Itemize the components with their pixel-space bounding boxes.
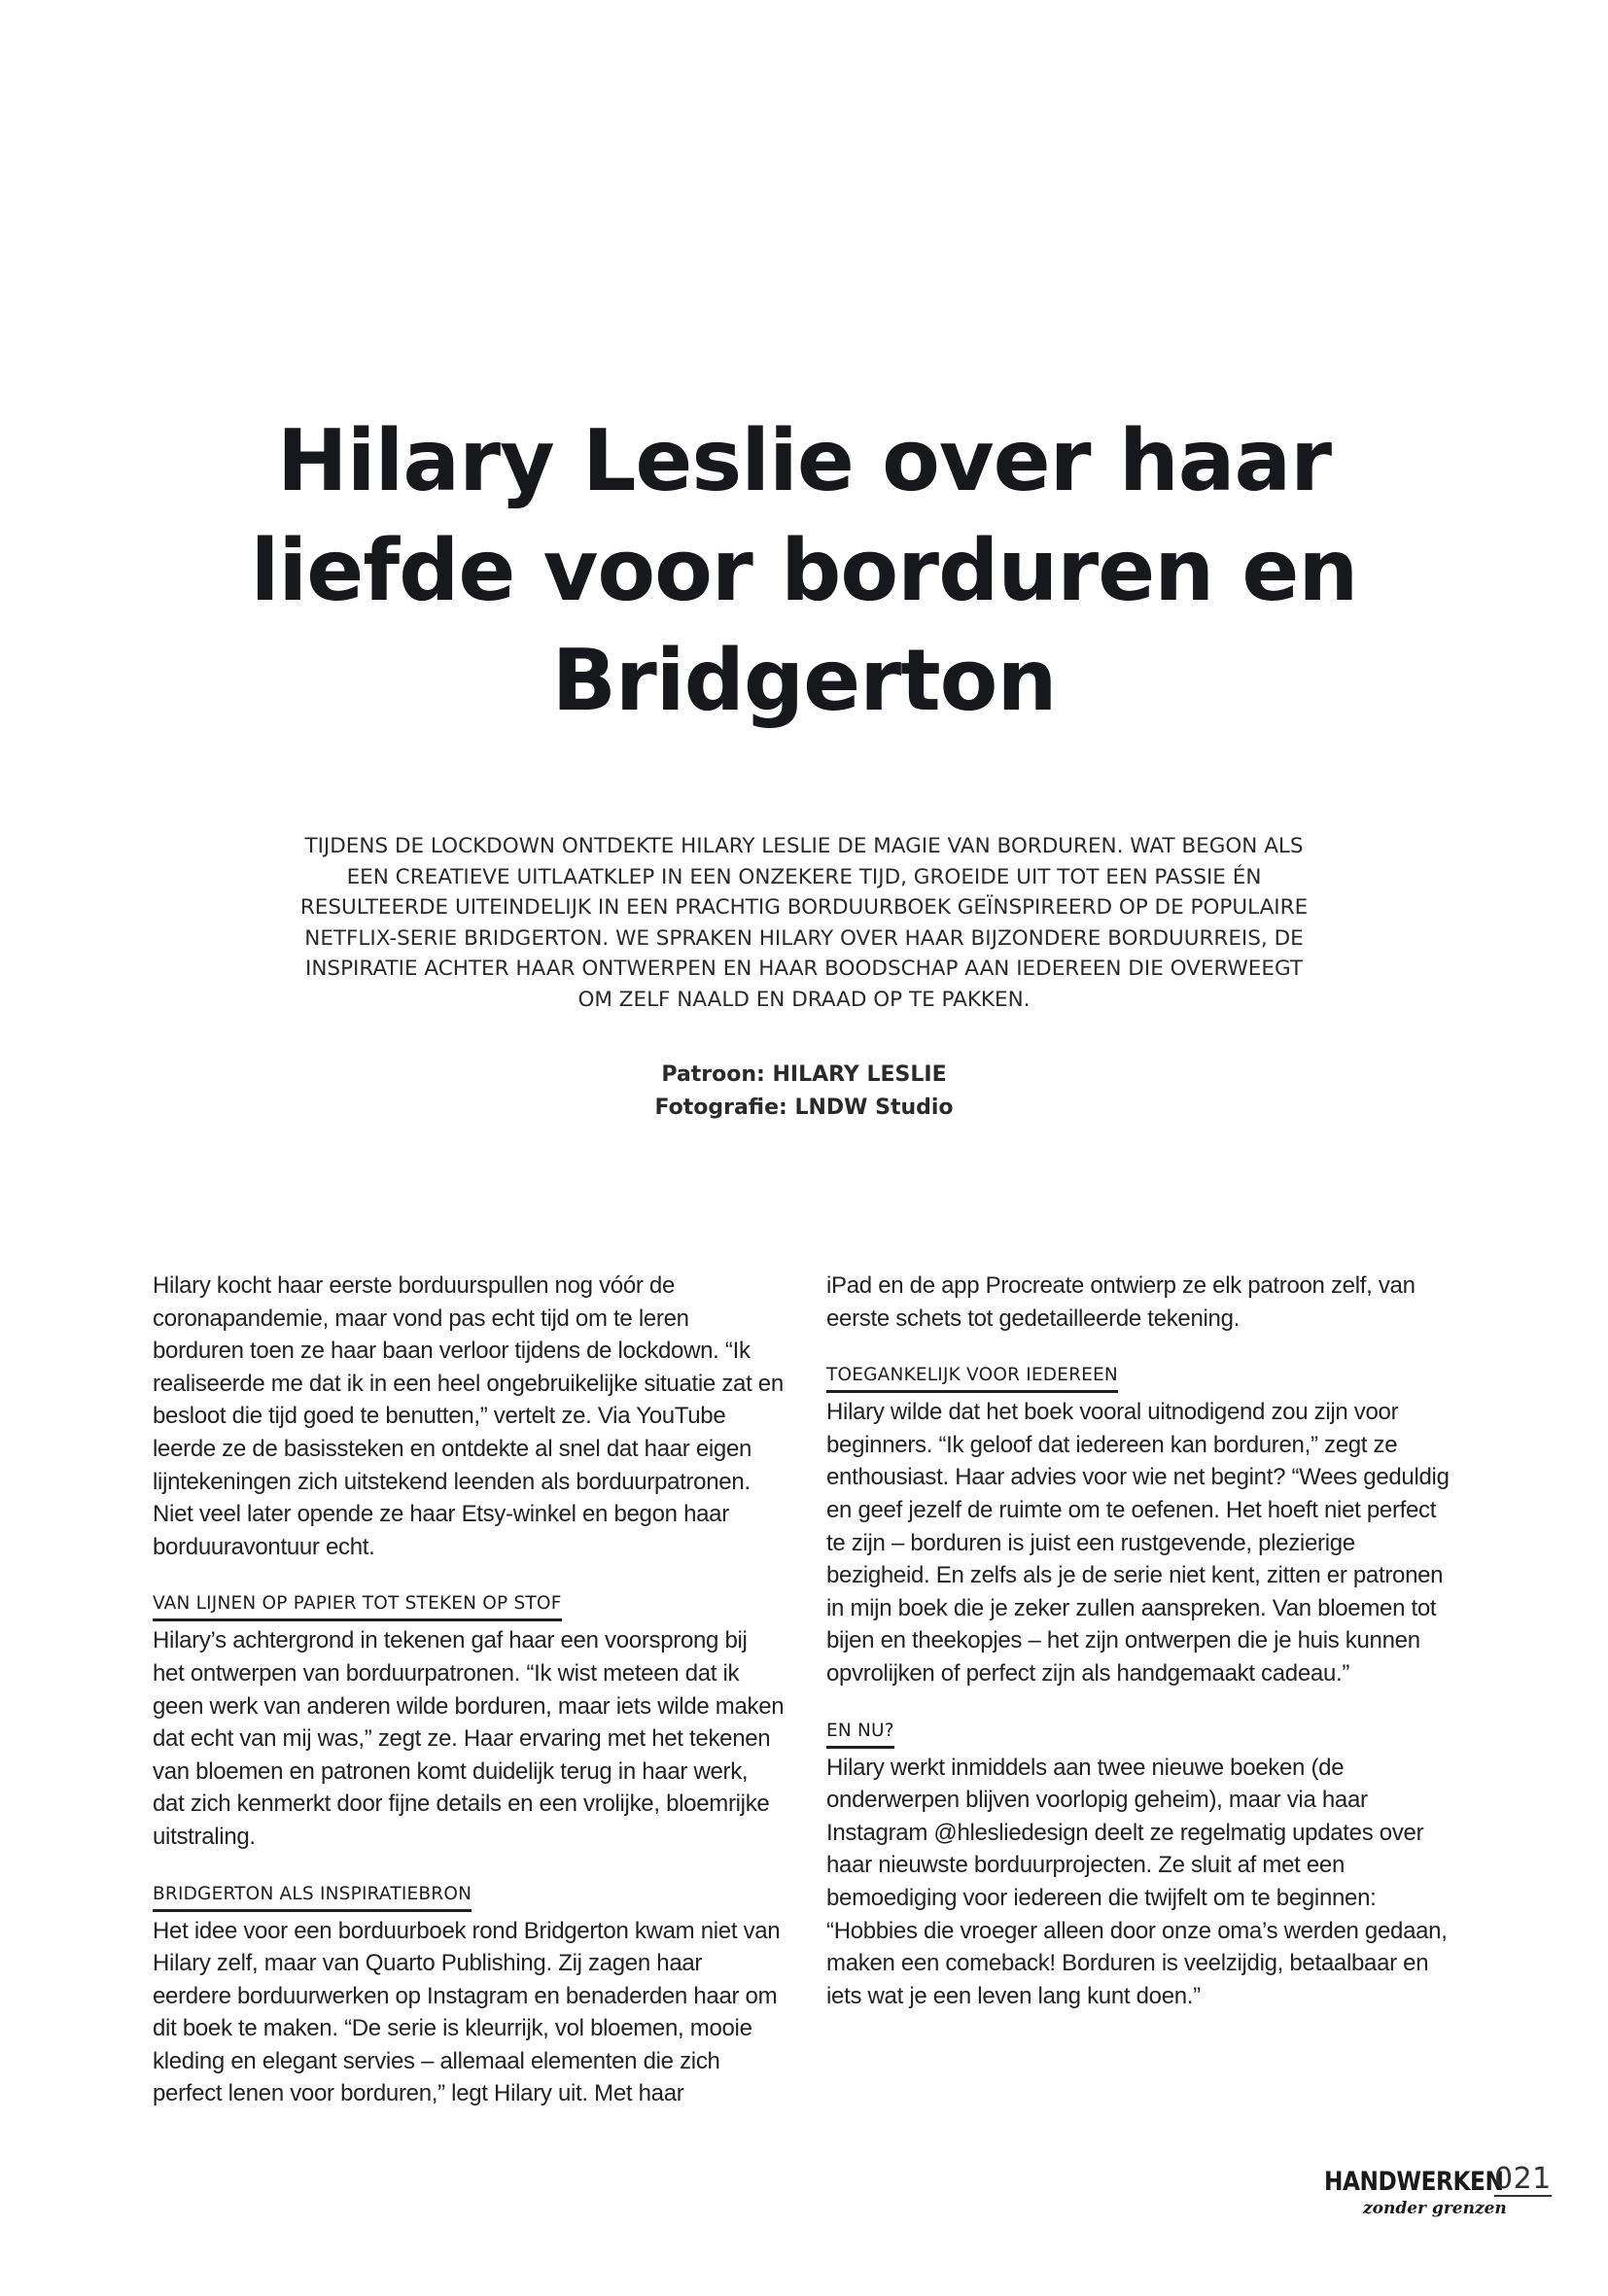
right-column bbox=[826, 1270, 1458, 2012]
section-heading: EN NU? bbox=[826, 1720, 894, 1749]
body-paragraph: iPad en de app Procreate ontwierp ze elk patroon zelf, van eerste schets tot gedetailleerde tekening. bbox=[826, 1272, 1416, 1332]
credit-pattern: Patroon: HILARY LESLIE bbox=[661, 1062, 947, 1087]
body-paragraph: Hilary werkt inmiddels aan twee nieuwe boeken (de onderwerpen blijven voorlopig geheim), maar via haar Instagram @hlesliedesign deelt ze regelmatig updates over haar nieuwste borduurprojecten. Ze sluit af met een bemoediging voor iedereen die twijfelt om te beginnen: “Hobbies die vroeger alleen door onze oma’s werden gedaan, maken een comeback! Borduren is veelzijdig, betaalbaar en iets wat je een leven lang kunt doen.” bbox=[826, 1754, 1448, 2009]
section-heading: TOEGANKELIJK VOOR IEDEREEN bbox=[826, 1364, 1118, 1393]
left-column bbox=[153, 1270, 785, 2110]
body-paragraph: Hilary’s achtergrond in tekenen gaf haar een voorsprong bij het ontwerpen van borduurpatronen. “Ik wist meteen dat ik geen werk van anderen wilde borduren, maar iets wilde maken dat echt van mij was,” zegt ze. Haar ervaring met het tekenen van bloemen en patronen komt duidelijk terug in haar werk, dat zich kenmerkt door fijne details en een vrolijke, bloemrijke uitstraling. bbox=[153, 1627, 785, 1850]
credit-photography: Fotografie: LNDW Studio bbox=[654, 1096, 954, 1120]
section-heading: BRIDGERTON ALS INSPIRATIEBRON bbox=[153, 1883, 472, 1912]
magazine-tagline: zonder grenzen bbox=[1363, 2199, 1507, 2218]
article-intro: TIJDENS DE LOCKDOWN ONTDEKTE HILARY LESLIE DE MAGIE VAN BORDUREN. WAT BEGON ALS EEN CREATIEVE UITLAATKLEP IN EEN ONZEKERE TIJD, GROEIDE UIT TOT EEN PASSIE ÉN RESULTEERDE UITEINDELIJK IN EEN PRACHTIG BORDUURBOEK GEÏNSPIREERD OP DE POPULAIRE NETFLIX-SERIE BRIDGERTON. WE SPRAKEN HILARY OVER HAAR BIJZONDERE BORDUURREIS, DE INSPIRATIE ACHTER HAAR ONTWERPEN EN HAAR BOODSCHAP AAN IEDEREEN DIE OVERWEEGT OM ZELF NAALD EN DRAAD OP TE PAKKEN. bbox=[299, 834, 1309, 1012]
body-paragraph: Het idee voor een borduurboek rond Bridgerton kwam niet van Hilary zelf, maar van Quarto Publishing. Zij zagen haar eerdere borduurwerken op Instagram en benaderden haar om dit boek te maken. “De serie is kleurrijk, vol bloemen, mooie kleding en elegant servies – allemaal elementen die zich perfect lenen voor borduren,” legt Hilary uit. Met haar bbox=[153, 1917, 781, 2107]
page-number: 021 bbox=[1494, 2162, 1552, 2196]
article-title: Hilary Leslie over haar liefde voor borduren en Bridgerton bbox=[250, 411, 1358, 730]
section-heading: VAN LIJNEN OP PAPIER TOT STEKEN OP STOF bbox=[153, 1592, 562, 1621]
magazine-brand: HANDWERKEN bbox=[1324, 2167, 1504, 2197]
body-paragraph: Hilary wilde dat het boek vooral uitnodigend zou zijn voor beginners. “Ik geloof dat iedereen kan borduren,” zegt ze enthousiast. Haar advies voor wie net begint? “Wees geduldig en geef jezelf de ruimte om te oefenen. Het hoeft niet perfect te zijn – borduren is juist een rustgevende, plezierige bezigheid. En zelfs als je de serie niet kent, zitten er patronen in mijn boek die je zeker zullen aanspreken. Van bloemen tot bijen en theekopjes – het zijn ontwerpen die je huis kunnen opvrolijken of perfect zijn als handgemaakt cadeau.” bbox=[826, 1399, 1450, 1687]
credits bbox=[486, 1059, 1122, 1125]
body-paragraph: Hilary kocht haar eerste borduurspullen nog vóór de coronapandemie, maar vond pas echt tijd om te leren borduren toen ze haar baan verloor tijdens de lockdown. “Ik realiseerde me dat ik in een heel ongebruikelijke situatie zat en besloot die tijd goed te benutten,” vertelt ze. Via YouTube leerde ze de basissteken en ontdekte al snel dat haar eigen lijntekeningen zich uitstekend leenden als borduurpatronen. Niet veel later opende ze haar Etsy-winkel en begon haar borduuravontuur echt. bbox=[153, 1272, 784, 1560]
